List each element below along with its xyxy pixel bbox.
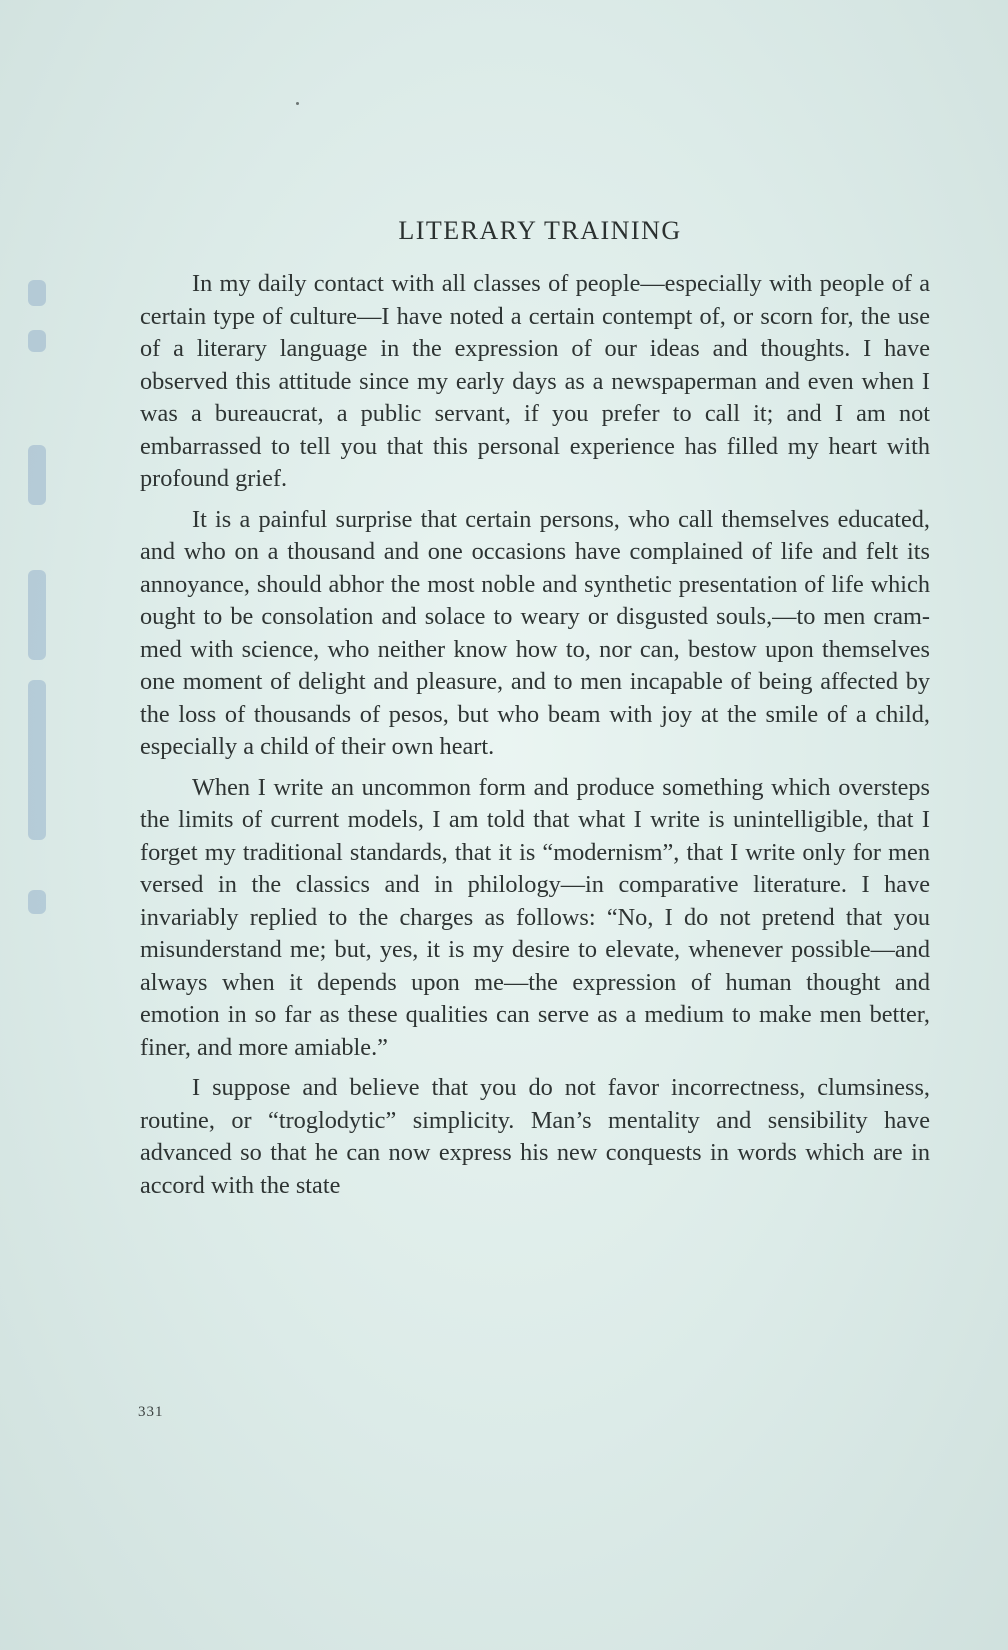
chapter-title: LITERARY TRAINING	[398, 216, 682, 245]
page-content	[140, 216, 930, 1210]
paragraph-4: I suppose and believe that you do not favor incorrectness, clumsiness, routine, or “troglodytic” simplicity. Man’s mentality and sensibility have advanced so that he can now express his new conquests in words which are in accord with the state	[140, 1074, 930, 1199]
bleed-mark	[28, 330, 46, 352]
paper-speck	[296, 102, 299, 105]
bleed-mark	[28, 445, 46, 505]
paragraph-3: When I write an uncommon form and produce something which oversteps the limits of current models, I am told that what I write is unintelligible, that I forget my traditional standards, that it is “modernism”, that I write only for men versed in the classics and in philology—in comparative literature. I have invariably replied to the charges as follows: “No, I do not pretend that you misunderstand me; but, yes, it is my desire to elevate, whenever possible—and always when it depends upon me—the expression of human thought and emotion in so far as these qualities can serve as a medium to make men better, finer, and more amiable.”	[140, 773, 930, 1061]
bleed-mark	[28, 570, 46, 660]
page-number: 331	[138, 1404, 164, 1420]
bleed-through-margin	[10, 280, 50, 920]
bleed-mark	[28, 890, 46, 914]
bleed-mark	[28, 280, 46, 306]
bleed-mark	[28, 680, 46, 840]
paragraph-2: It is a painful surprise that certain persons, who call themselves educated, and who on a thousand and one occasions have complained of life and felt its annoyance, should abhor the most noble and synthetic presentation of life which ought to be consolation and solace to weary or disgusted souls,—to men crammed with science, who neither know how to, nor can, bestow upon themselves one moment of delight and pleasure, and to men incapable of being affected by the loss of thousands of pesos, but who beam with joy at the smile of a child, especially a child of their own heart.	[140, 505, 930, 760]
paragraph-1: In my daily contact with all classes of people—especially with people of a certain type of culture—I have noted a certain contempt of, or scorn for, the use of a literary language in the expression of our ideas and thoughts. I have observed this attitude since my early days as a newspaperman and even when I was a bureaucrat, a public servant, if you prefer to call it; and I am not embarrassed to tell you that this personal experience has filled my heart with profound grief.	[140, 270, 930, 492]
